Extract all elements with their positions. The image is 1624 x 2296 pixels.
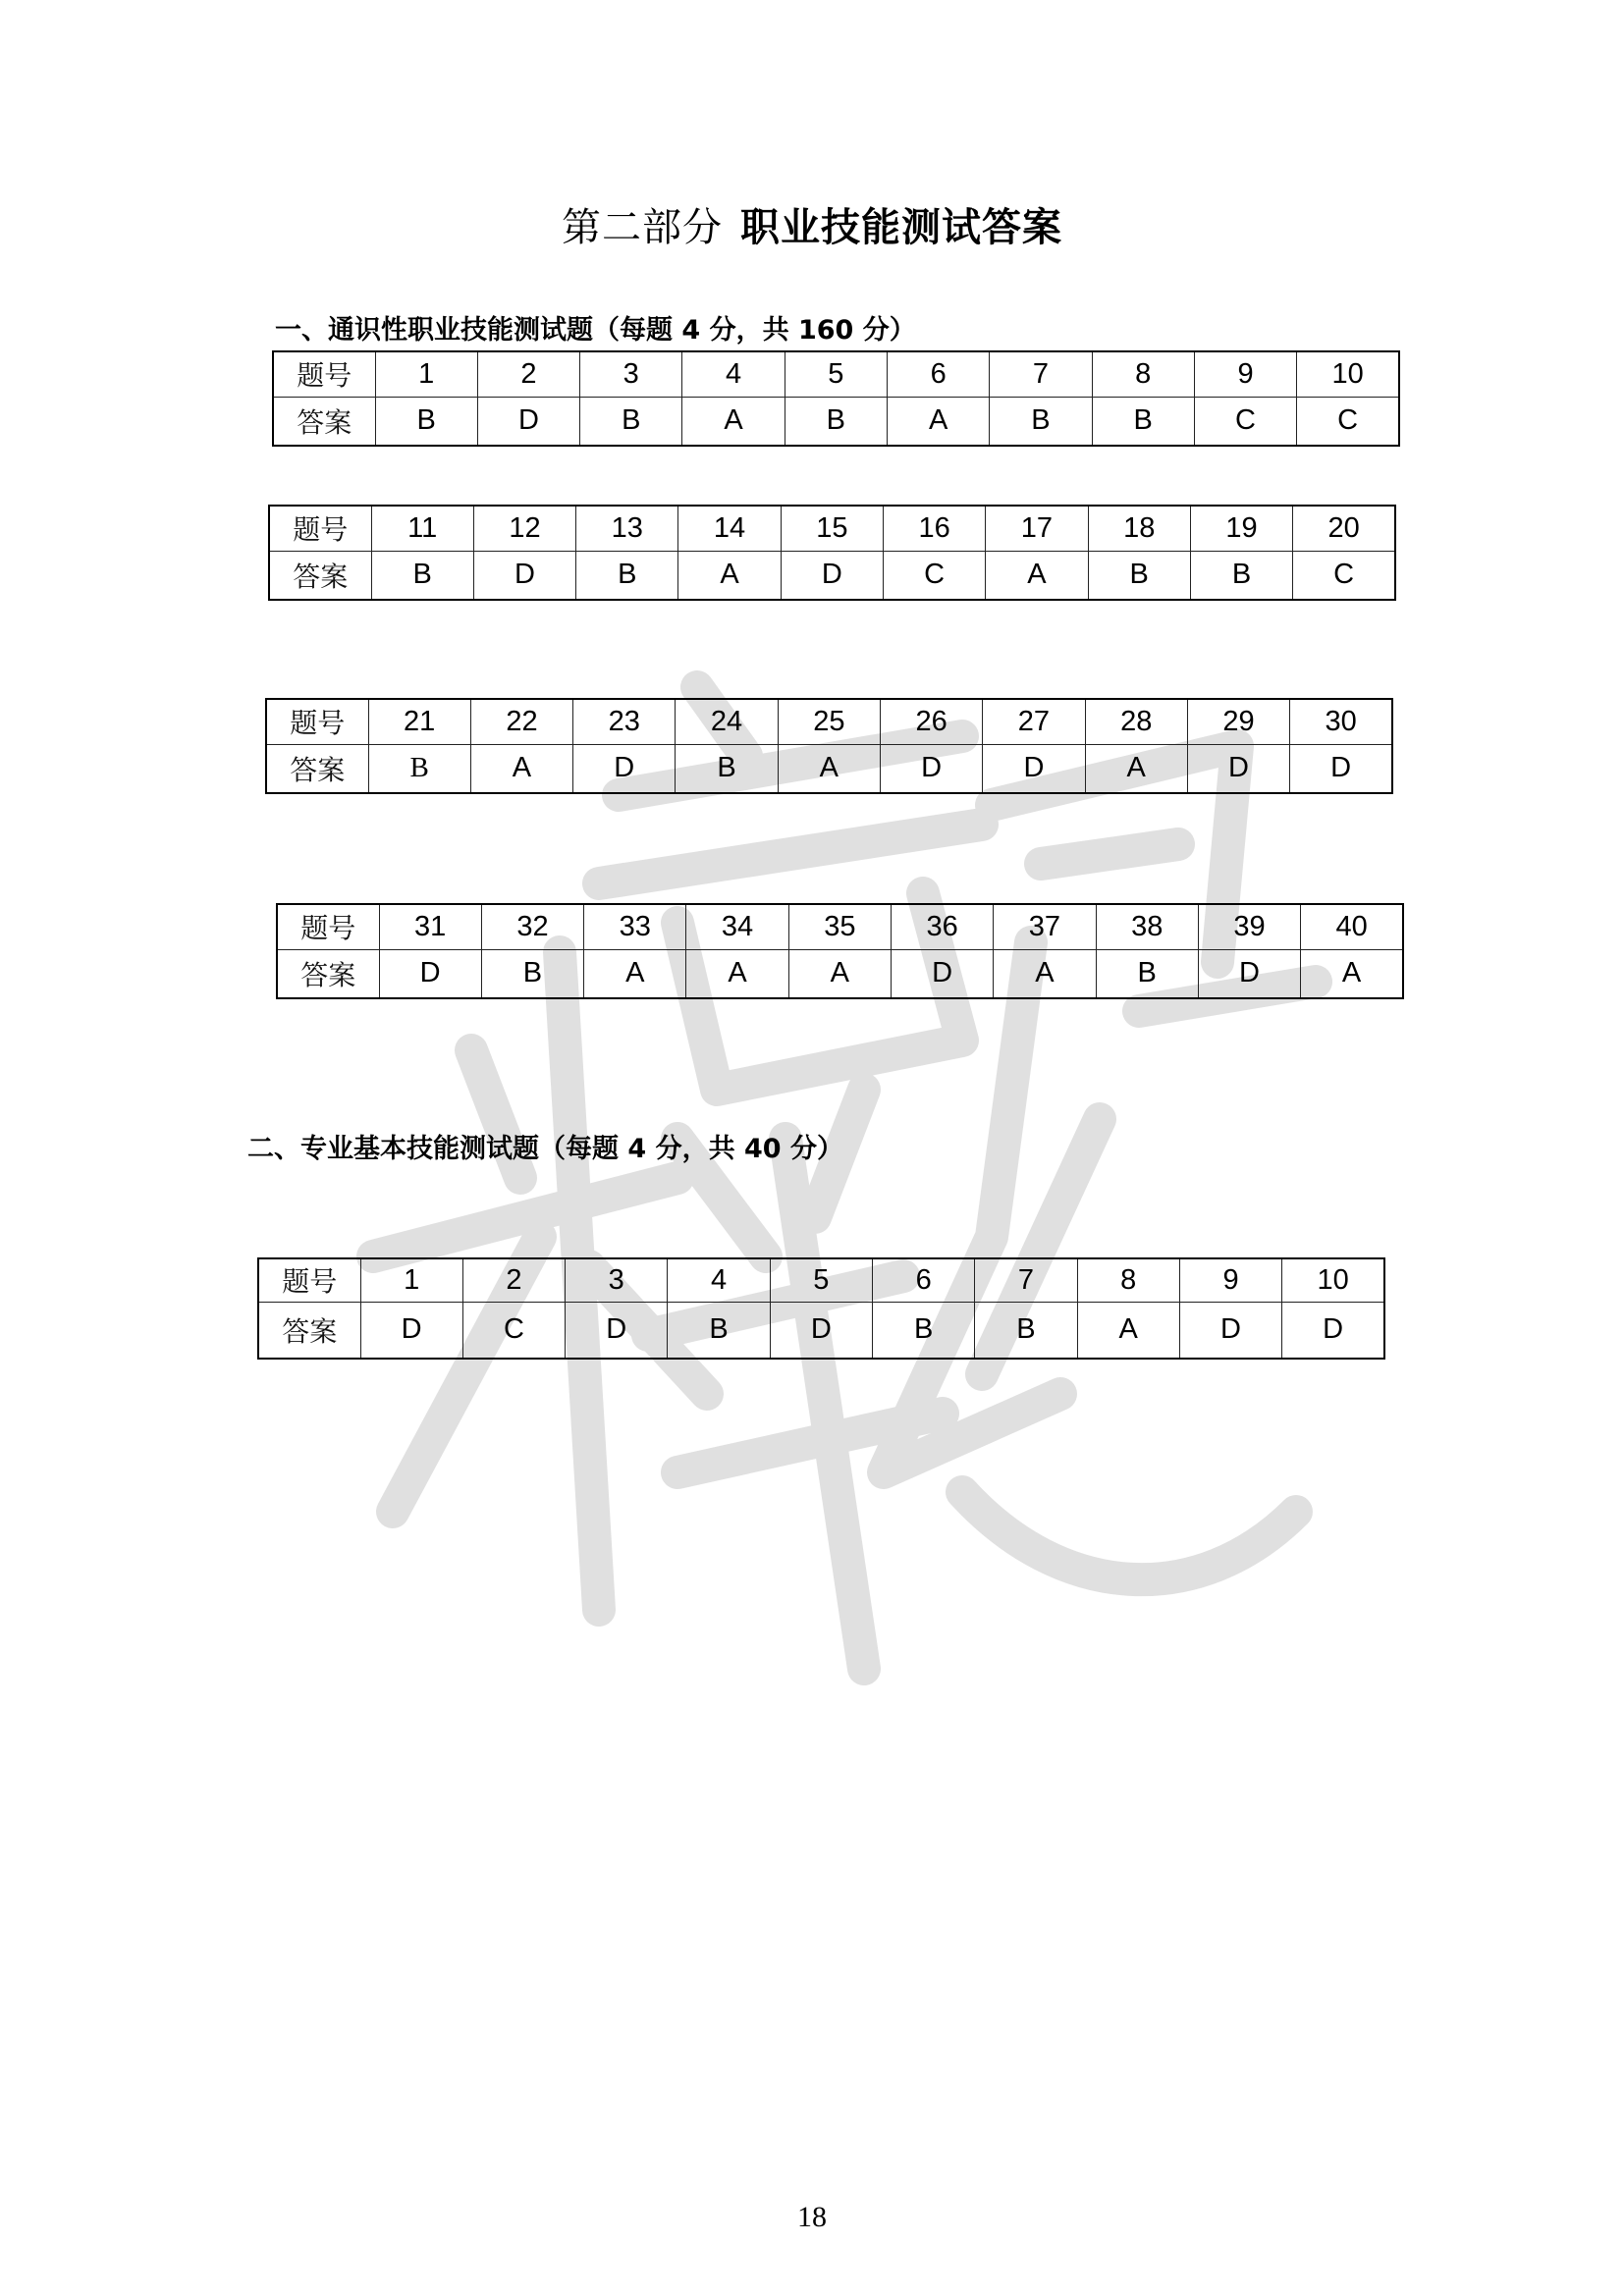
answer-cell: D <box>566 1302 668 1359</box>
question-number: 25 <box>778 699 880 744</box>
question-number: 2 <box>477 351 579 397</box>
answer-cell: B <box>785 397 887 446</box>
answer-cell: B <box>975 1302 1077 1359</box>
question-number: 31 <box>379 904 481 949</box>
answer-cell: D <box>891 949 993 998</box>
answer-cell: C <box>462 1302 565 1359</box>
answer-cell: D <box>770 1302 872 1359</box>
number-row <box>273 351 1399 397</box>
answer-cell: A <box>686 949 788 998</box>
question-number: 10 <box>1282 1258 1384 1302</box>
question-number: 8 <box>1092 351 1194 397</box>
answer-cell: D <box>983 744 1085 793</box>
answer-cell: A <box>1085 744 1187 793</box>
row-label-answer: 答案 <box>277 949 379 998</box>
row-label-number: 题号 <box>277 904 379 949</box>
answer-row <box>258 1302 1384 1359</box>
question-number: 39 <box>1198 904 1300 949</box>
answer-cell: D <box>1290 744 1392 793</box>
answer-cell: B <box>1088 551 1190 600</box>
answer-cell: B <box>481 949 583 998</box>
answer-table-4 <box>276 903 1404 999</box>
answer-cell: D <box>477 397 579 446</box>
title-prefix: 第二部分 <box>562 205 723 250</box>
answer-cell: B <box>1190 551 1292 600</box>
question-number: 21 <box>368 699 470 744</box>
question-number: 17 <box>986 506 1088 551</box>
question-number: 4 <box>668 1258 770 1302</box>
question-number: 9 <box>1179 1258 1281 1302</box>
question-number: 1 <box>360 1258 462 1302</box>
row-label-answer: 答案 <box>269 551 371 600</box>
question-number: 6 <box>872 1258 974 1302</box>
answer-cell: B <box>368 744 470 793</box>
question-number: 13 <box>576 506 678 551</box>
answer-cell: B <box>1092 397 1194 446</box>
question-number: 9 <box>1194 351 1296 397</box>
answer-cell: B <box>990 397 1092 446</box>
answer-cell: C <box>883 551 985 600</box>
question-number: 23 <box>573 699 676 744</box>
question-number: 19 <box>1190 506 1292 551</box>
answer-cell: A <box>887 397 989 446</box>
question-number: 26 <box>880 699 982 744</box>
question-number: 36 <box>891 904 993 949</box>
answer-cell: A <box>994 949 1096 998</box>
question-number: 7 <box>975 1258 1077 1302</box>
answer-cell: A <box>682 397 785 446</box>
question-number: 2 <box>462 1258 565 1302</box>
answer-cell: A <box>470 744 572 793</box>
answer-cell: B <box>576 551 678 600</box>
row-label-answer: 答案 <box>273 397 375 446</box>
page-title <box>0 196 1624 252</box>
question-number: 22 <box>470 699 572 744</box>
row-label-number: 题号 <box>258 1258 360 1302</box>
answer-cell: D <box>880 744 982 793</box>
question-number: 20 <box>1293 506 1395 551</box>
answer-cell: D <box>360 1302 462 1359</box>
answer-cell: B <box>668 1302 770 1359</box>
answer-cell: D <box>781 551 883 600</box>
answer-cell: D <box>1187 744 1289 793</box>
question-number: 38 <box>1096 904 1198 949</box>
answer-cell: A <box>788 949 891 998</box>
row-label-answer: 答案 <box>266 744 368 793</box>
answer-cell: B <box>676 744 778 793</box>
number-row <box>258 1258 1384 1302</box>
question-number: 33 <box>584 904 686 949</box>
answer-cell: B <box>375 397 477 446</box>
question-number: 5 <box>770 1258 872 1302</box>
answer-cell: A <box>778 744 880 793</box>
question-number: 18 <box>1088 506 1190 551</box>
number-row <box>269 506 1395 551</box>
question-number: 5 <box>785 351 887 397</box>
answer-row <box>273 397 1399 446</box>
question-number: 24 <box>676 699 778 744</box>
question-number: 16 <box>883 506 985 551</box>
question-number: 4 <box>682 351 785 397</box>
question-number: 29 <box>1187 699 1289 744</box>
page-number: 18 <box>797 2201 827 2233</box>
question-number: 32 <box>481 904 583 949</box>
answer-row <box>266 744 1392 793</box>
answer-cell: D <box>473 551 575 600</box>
title-main: 职业技能测试答案 <box>740 205 1062 250</box>
question-number: 34 <box>686 904 788 949</box>
question-number: 37 <box>994 904 1096 949</box>
question-number: 1 <box>375 351 477 397</box>
row-label-number: 题号 <box>266 699 368 744</box>
question-number: 14 <box>678 506 781 551</box>
answer-cell: D <box>1282 1302 1384 1359</box>
answer-cell: A <box>1077 1302 1179 1359</box>
answer-cell: B <box>371 551 473 600</box>
question-number: 12 <box>473 506 575 551</box>
answer-cell: A <box>1301 949 1403 998</box>
question-number: 6 <box>887 351 989 397</box>
answer-cell: D <box>1198 949 1300 998</box>
answer-cell: C <box>1194 397 1296 446</box>
answer-table-5 <box>257 1257 1385 1360</box>
answer-cell: D <box>573 744 676 793</box>
section1-heading: 一、通识性职业技能测试题（每题 4 分，共 160 分） <box>275 315 916 346</box>
answer-cell: B <box>1096 949 1198 998</box>
answer-row <box>269 551 1395 600</box>
answer-table-3 <box>265 698 1393 794</box>
question-number: 8 <box>1077 1258 1179 1302</box>
row-label-number: 题号 <box>269 506 371 551</box>
question-number: 7 <box>990 351 1092 397</box>
section2-heading: 二、专业基本技能测试题（每题 4 分，共 40 分） <box>247 1134 843 1164</box>
question-number: 40 <box>1301 904 1403 949</box>
question-number: 35 <box>788 904 891 949</box>
row-label-number: 题号 <box>273 351 375 397</box>
question-number: 10 <box>1297 351 1399 397</box>
number-row <box>277 904 1403 949</box>
answer-cell: D <box>379 949 481 998</box>
answer-cell: A <box>584 949 686 998</box>
answer-cell: D <box>1179 1302 1281 1359</box>
answer-cell: B <box>872 1302 974 1359</box>
question-number: 3 <box>566 1258 668 1302</box>
answer-table-1 <box>272 350 1400 447</box>
answer-cell: C <box>1293 551 1395 600</box>
question-number: 15 <box>781 506 883 551</box>
answer-cell: A <box>986 551 1088 600</box>
question-number: 11 <box>371 506 473 551</box>
answer-row <box>277 949 1403 998</box>
answer-cell: C <box>1297 397 1399 446</box>
question-number: 28 <box>1085 699 1187 744</box>
number-row <box>266 699 1392 744</box>
answer-cell: B <box>580 397 682 446</box>
answer-cell: A <box>678 551 781 600</box>
question-number: 3 <box>580 351 682 397</box>
question-number: 30 <box>1290 699 1392 744</box>
row-label-answer: 答案 <box>258 1302 360 1359</box>
answer-table-2 <box>268 505 1396 601</box>
question-number: 27 <box>983 699 1085 744</box>
